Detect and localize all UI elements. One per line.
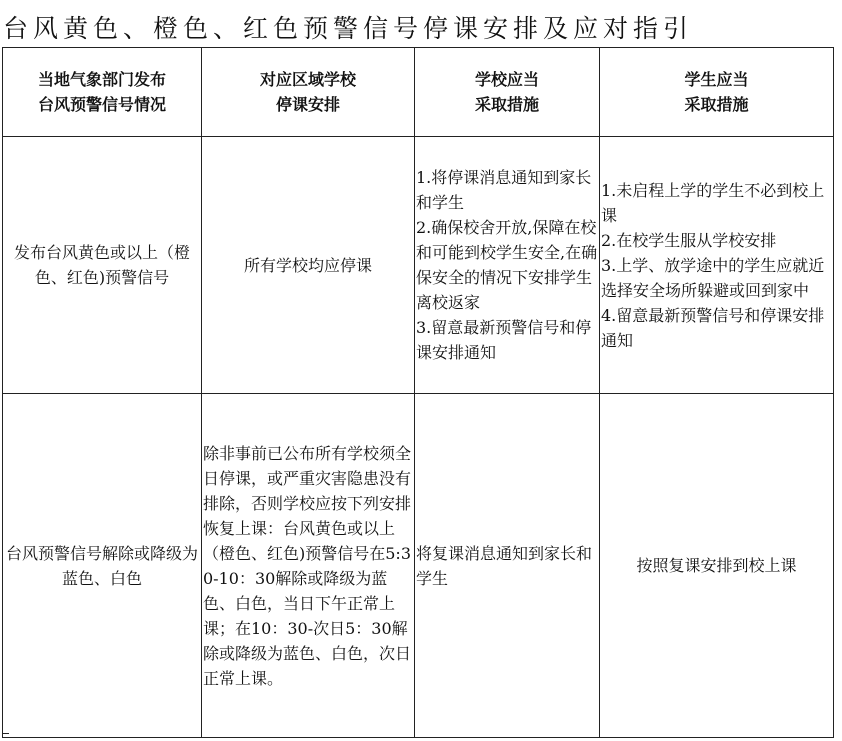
school-measures-cell [415, 137, 600, 394]
typhoon-guide-table [2, 47, 834, 738]
header-school-measures: 学校应当 采取措施 [415, 48, 600, 137]
student-measures-cell: 按照复课安排到校上课 [600, 394, 834, 738]
arrangement-cell: 除非事前已公布所有学校须全日停课，或严重灾害隐患没有排除，否则学校应按下列安排恢复上课：台风黄色或以上（橙色、红色)预警信号在5:30-10：30解除或降级为蓝色、白色，当日下午正常上课；在10：30-次日5：30解除或降级为蓝色、白色，次日正常上课。 [202, 394, 415, 738]
table-header-row [3, 48, 834, 137]
condition-cell: 台风预警信号解除或降级为蓝色、白色 [3, 394, 202, 738]
list-item: 1.未启程上学的学生不必到校上课 [601, 180, 825, 225]
list-item: 4.留意最新预警信号和停课安排通知 [601, 305, 825, 350]
student-measures-cell [600, 137, 834, 394]
header-arrangement: 对应区域学校 停课安排 [202, 48, 415, 137]
document-title: 台风黄色、橙色、红色预警信号停课安排及应对指引 [3, 14, 694, 43]
list-item: 2.在校学生服从学校安排 [601, 230, 777, 250]
header-condition: 当地气象部门发布 台风预警信号情况 [3, 48, 202, 137]
table-row [3, 394, 834, 738]
list-item: 2.确保校舍开放,保障在校和可能到校学生安全,在确保安全的情况下安排学生离校返家 [416, 218, 598, 312]
condition-cell: 发布台风黄色或以上（橙色、红色)预警信号 [3, 137, 202, 394]
list-item: 3.上学、放学途中的学生应就近选择安全场所躲避或回到家中 [601, 255, 825, 300]
list-item: 1.将停课消息通知到家长和学生 [416, 168, 592, 212]
header-student-measures: 学生应当 采取措施 [600, 48, 834, 137]
table-row [3, 137, 834, 394]
arrangement-cell: 所有学校均应停课 [202, 137, 415, 394]
list-item: 3.留意最新预警信号和停课安排通知 [416, 318, 592, 362]
page-corner-mark [3, 733, 9, 734]
school-measures-cell: 将复课消息通知到家长和学生 [415, 394, 600, 738]
